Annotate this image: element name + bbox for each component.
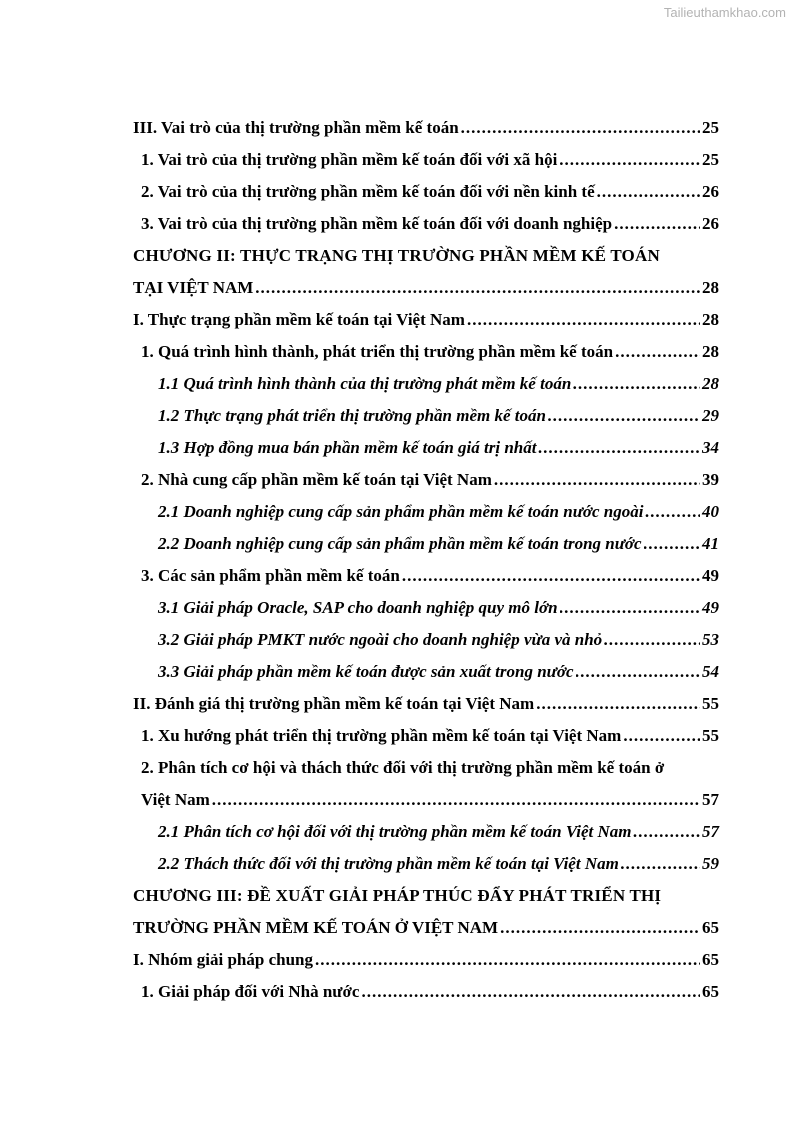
toc-page-number: 25	[702, 118, 719, 137]
toc-entry-label: I. Thực trạng phần mềm kế toán tại Việt Nam	[133, 310, 465, 329]
toc-page-number: 41	[702, 534, 719, 553]
toc-entry-label: 3. Các sản phẩm phần mềm kế toán	[141, 566, 400, 585]
toc-entry-label: 2. Vai trò của thị trường phần mềm kế toán đối với nền kinh tế	[141, 182, 595, 201]
toc-entry[interactable]	[133, 176, 719, 208]
toc-chapter-heading-line1[interactable]: CHƯƠNG III: ĐỀ XUẤT GIẢI PHÁP THÚC ĐẨY PHÁT TRIỂN THỊ	[133, 886, 662, 905]
toc-entry-label: 1. Quá trình hình thành, phát triển thị trường phần mềm kế toán	[141, 342, 614, 361]
toc-page-number: 65	[702, 950, 719, 969]
toc-entry[interactable]	[133, 432, 719, 464]
toc-entry-label: II. Đánh giá thị trường phần mềm kế toán tại Việt Nam	[133, 694, 535, 713]
toc-entry-label: 1.3 Hợp đồng mua bán phần mềm kế toán giá trị nhất	[158, 438, 537, 457]
toc-entry-label: I. Nhóm giải pháp chung	[133, 950, 313, 969]
toc-leader-dots	[645, 496, 700, 528]
toc-page-number: 65	[702, 982, 719, 1001]
toc-entry-label: 2.2 Doanh nghiệp cung cấp sản phẩm phần mềm kế toán trong nước	[158, 534, 642, 553]
toc-leader-dots	[255, 272, 700, 304]
toc-page-number: 49	[702, 566, 719, 585]
toc-page-number: 25	[702, 150, 719, 169]
toc-page-number: 28	[702, 310, 719, 329]
toc-leader-dots	[623, 720, 700, 752]
toc-entry[interactable]	[133, 496, 719, 528]
toc-entry-label: 2.1 Doanh nghiệp cung cấp sản phẩm phần mềm kế toán nước ngoài	[158, 502, 644, 521]
toc-entry-label: 1.1 Quá trình hình thành của thị trường phát mềm kế toán	[158, 374, 572, 393]
toc-entry[interactable]	[133, 464, 719, 496]
toc-page-number: 28	[702, 374, 719, 393]
toc-entry-label: 3.3 Giải pháp phần mềm kế toán được sản xuất trong nước	[158, 662, 574, 681]
toc-leader-dots	[538, 432, 700, 464]
toc-entry[interactable]	[133, 560, 719, 592]
toc-page-number: 34	[702, 438, 719, 457]
toc-page-number: 39	[702, 470, 719, 489]
toc-page-number: 57	[702, 790, 719, 809]
toc-leader-dots	[615, 336, 700, 368]
toc-entry[interactable]	[133, 848, 719, 880]
toc-page-number: 26	[702, 182, 719, 201]
toc-page-number: 28	[702, 342, 719, 361]
toc-entry-label: 2.1 Phân tích cơ hội đối với thị trường phần mềm kế toán Việt Nam	[158, 822, 632, 841]
toc-entry[interactable]	[133, 624, 719, 656]
toc-entry-label: 3.1 Giải pháp Oracle, SAP cho doanh nghiệp quy mô lớn	[158, 598, 558, 617]
toc-leader-dots	[548, 400, 700, 432]
toc-entry[interactable]	[133, 976, 719, 1008]
toc-entry[interactable]	[133, 688, 719, 720]
toc-leader-dots	[621, 848, 700, 880]
toc-page-number: 53	[702, 630, 719, 649]
toc-entry[interactable]	[133, 112, 719, 144]
toc-entry[interactable]	[133, 400, 719, 432]
toc-entry[interactable]	[133, 336, 719, 368]
toc-leader-dots	[597, 176, 700, 208]
toc-page-number: 29	[702, 406, 719, 425]
toc-entry-label: Việt Nam	[141, 790, 210, 809]
toc-entry[interactable]	[133, 272, 719, 304]
toc-leader-dots	[614, 208, 700, 240]
toc-page-number: 40	[702, 502, 719, 521]
watermark-text: Tailieuthamkhao.com	[663, 5, 786, 20]
toc-entry[interactable]	[133, 944, 719, 976]
toc-entry[interactable]	[133, 656, 719, 688]
toc-page-number: 49	[702, 598, 719, 617]
toc-entry[interactable]	[133, 912, 719, 944]
toc-entry[interactable]	[133, 528, 719, 560]
toc-leader-dots	[644, 528, 700, 560]
toc-leader-dots	[494, 464, 700, 496]
toc-leader-dots	[536, 688, 700, 720]
toc-page-number: 57	[702, 822, 719, 841]
toc-entry-label: 3.2 Giải pháp PMKT nước ngoài cho doanh nghiệp vừa và nhỏ	[158, 630, 603, 649]
toc-entry[interactable]	[133, 784, 719, 816]
toc-entry-label: 3. Vai trò của thị trường phần mềm kế toán đối với doanh nghiệp	[141, 214, 613, 233]
toc-page-number: 55	[702, 726, 719, 745]
toc-page-number: 59	[702, 854, 719, 873]
toc-entry-label: 2.2 Thách thức đối với thị trường phần mềm kế toán tại Việt Nam	[158, 854, 619, 873]
toc-entry[interactable]	[133, 592, 719, 624]
table-of-contents	[133, 112, 719, 1008]
toc-page-number: 55	[702, 694, 719, 713]
toc-page-number: 26	[702, 214, 719, 233]
toc-leader-dots	[402, 560, 700, 592]
toc-leader-dots	[604, 624, 700, 656]
toc-leader-dots	[315, 944, 700, 976]
toc-page-number: 28	[702, 278, 719, 297]
toc-entry-label: 1.2 Thực trạng phát triển thị trường phần mềm kế toán	[158, 406, 546, 425]
toc-entry-wrapped-line1[interactable]: 2. Phân tích cơ hội và thách thức đối với thị trường phần mềm kế toán ở	[141, 758, 665, 777]
toc-entry-label: 1. Giải pháp đối với Nhà nước	[141, 982, 360, 1001]
toc-entry[interactable]	[133, 304, 719, 336]
toc-entry-label: 1. Xu hướng phát triển thị trường phần mềm kế toán tại Việt Nam	[141, 726, 622, 745]
toc-leader-dots	[573, 368, 700, 400]
toc-leader-dots	[559, 144, 700, 176]
toc-chapter-heading-line1[interactable]: CHƯƠNG II: THỰC TRẠNG THỊ TRƯỜNG PHẦN MỀM KẾ TOÁN	[133, 246, 660, 265]
toc-leader-dots	[633, 816, 700, 848]
toc-page-number: 65	[702, 918, 719, 937]
toc-entry[interactable]	[133, 720, 719, 752]
toc-entry[interactable]	[133, 816, 719, 848]
toc-entry[interactable]	[133, 208, 719, 240]
toc-leader-dots	[576, 656, 700, 688]
toc-entry-label: 1. Vai trò của thị trường phần mềm kế toán đối với xã hội	[141, 150, 558, 169]
toc-entry-label: 2. Nhà cung cấp phần mềm kế toán tại Việt Nam	[141, 470, 492, 489]
toc-entry-label: TRƯỜNG PHẦN MỀM KẾ TOÁN Ở VIỆT NAM	[133, 918, 499, 937]
toc-leader-dots	[560, 592, 700, 624]
toc-entry[interactable]	[133, 368, 719, 400]
toc-leader-dots	[500, 912, 700, 944]
toc-leader-dots	[461, 112, 700, 144]
toc-leader-dots	[361, 976, 700, 1008]
toc-entry[interactable]	[133, 144, 719, 176]
toc-leader-dots	[467, 304, 700, 336]
toc-entry-label: III. Vai trò của thị trường phần mềm kế toán	[133, 118, 459, 137]
toc-entry-label: TẠI VIỆT NAM	[133, 278, 254, 297]
toc-leader-dots	[212, 784, 700, 816]
toc-page-number: 54	[702, 662, 719, 681]
